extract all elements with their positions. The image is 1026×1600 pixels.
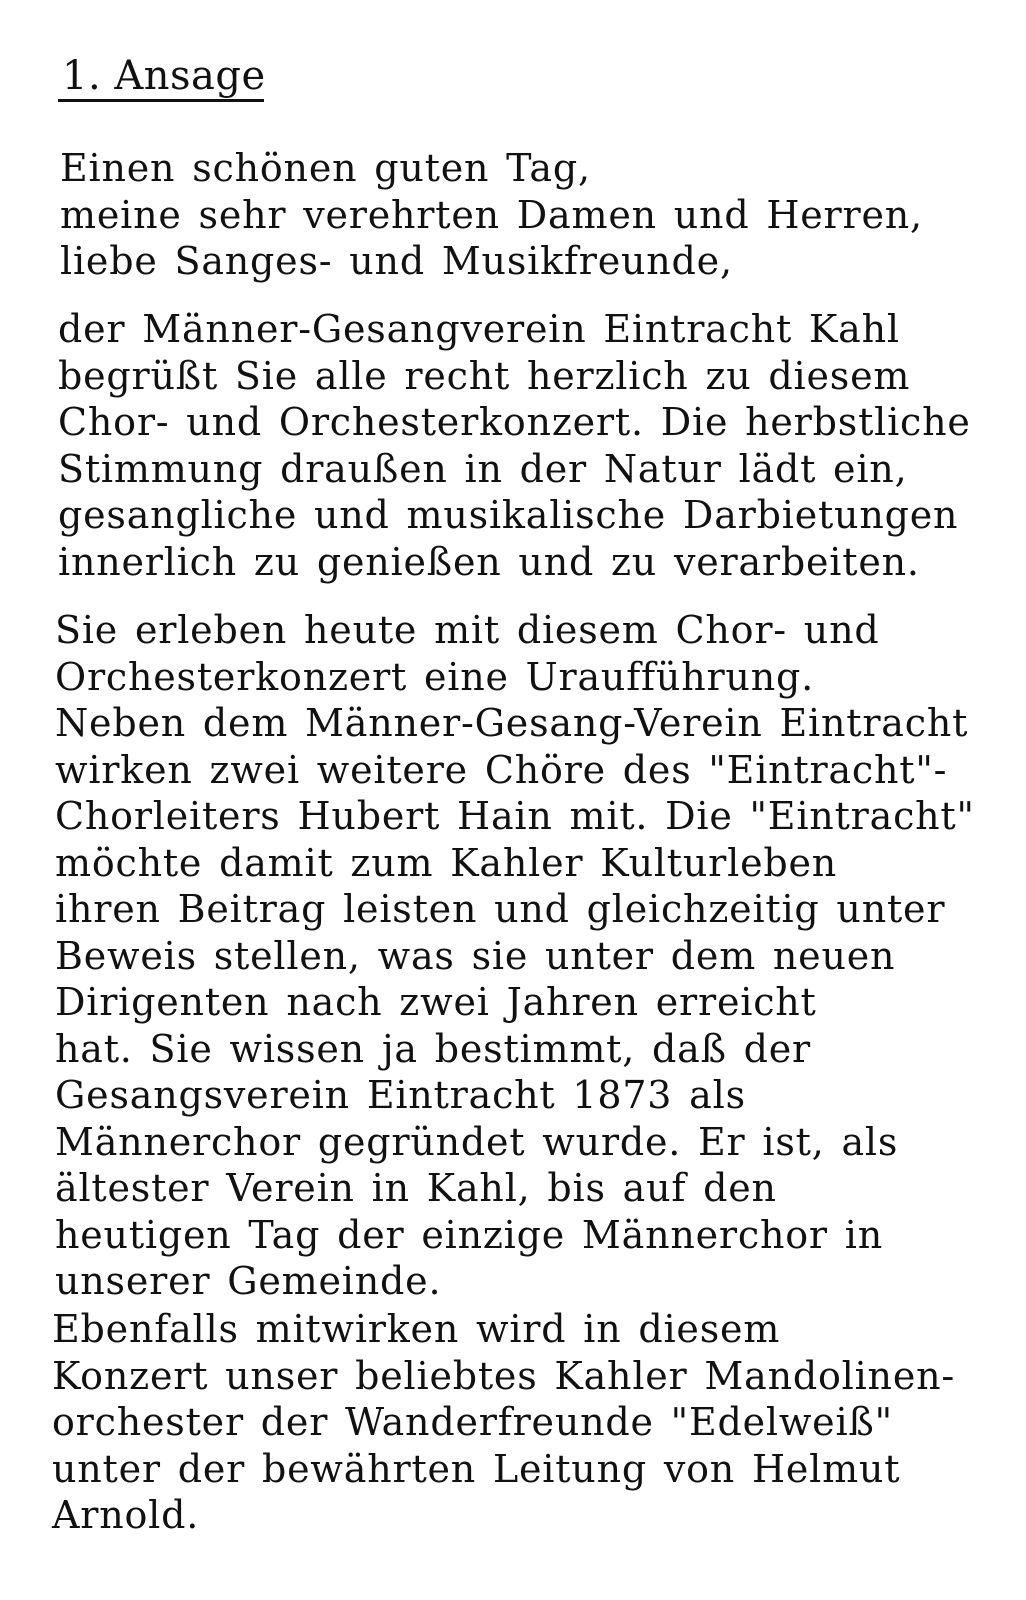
heading-underline: [58, 99, 264, 102]
text-line: Chor- und Orchesterkonzert. Die herbstliche: [58, 400, 971, 444]
text-line: unserer Gemeinde.: [55, 1259, 442, 1303]
text-line: Männerchor gegründet wurde. Er ist, als: [55, 1119, 899, 1164]
text-line: Orchesterkonzert eine Uraufführung.: [55, 654, 814, 699]
text-line: begrüßt Sie alle recht herzlich zu diesem: [58, 353, 911, 398]
text-line: unter der bewährten Leitung von Helmut: [52, 1446, 901, 1491]
text-line: Einen schönen guten Tag,: [60, 146, 591, 190]
premiere-paragraph: [55, 607, 975, 1305]
text-line: Ebenfalls mitwirken wird in diesem: [52, 1307, 781, 1351]
greeting-paragraph: [60, 145, 923, 285]
text-line: Gesangsverein Eintracht 1873 als: [55, 1073, 746, 1117]
text-line: Beweis stellen, was sie unter dem neuen: [55, 933, 896, 978]
text-line: wirken zwei weitere Chöre des "Eintracht"-: [55, 747, 948, 792]
text-line: Stimmung draußen in der Natur lädt ein,: [58, 446, 908, 491]
section-heading: 1. Ansage: [62, 53, 266, 99]
text-line: Sie erleben heute mit diesem Chor- und: [55, 608, 880, 652]
orchestra-paragraph: [52, 1306, 955, 1539]
text-line: möchte damit zum Kahler Kulturleben: [55, 840, 838, 885]
text-line: liebe Sanges- und Musikfreunde,: [60, 239, 733, 283]
text-line: Konzert unser beliebtes Kahler Mandolinen-: [52, 1353, 956, 1398]
text-line: Dirigenten nach zwei Jahren erreicht: [55, 980, 817, 1024]
text-line: heutigen Tag der einzige Männerchor in: [55, 1212, 883, 1257]
text-line: orchester der Wanderfreunde "Edelweiß": [52, 1400, 893, 1444]
text-line: ihren Beitrag leisten und gleichzeitig unter: [55, 887, 946, 931]
text-line: der Männer-Gesangverein Eintracht Kahl: [58, 307, 900, 351]
welcome-paragraph: [58, 306, 971, 585]
text-line: gesangliche und musikalische Darbietungen: [58, 493, 959, 537]
text-line: innerlich zu genießen und zu verarbeiten.: [58, 539, 920, 584]
text-line: ältester Verein in Kahl, bis auf den: [55, 1166, 777, 1210]
text-line: Chorleiters Hubert Hain mit. Die "Eintracht": [55, 794, 975, 838]
text-line: meine sehr verehrten Damen und Herren,: [60, 192, 923, 237]
text-line: hat. Sie wissen ja bestimmt, daß der: [55, 1026, 812, 1071]
text-line: Arnold.: [52, 1493, 200, 1537]
text-line: Neben dem Männer-Gesang-Verein Eintracht: [55, 701, 969, 745]
